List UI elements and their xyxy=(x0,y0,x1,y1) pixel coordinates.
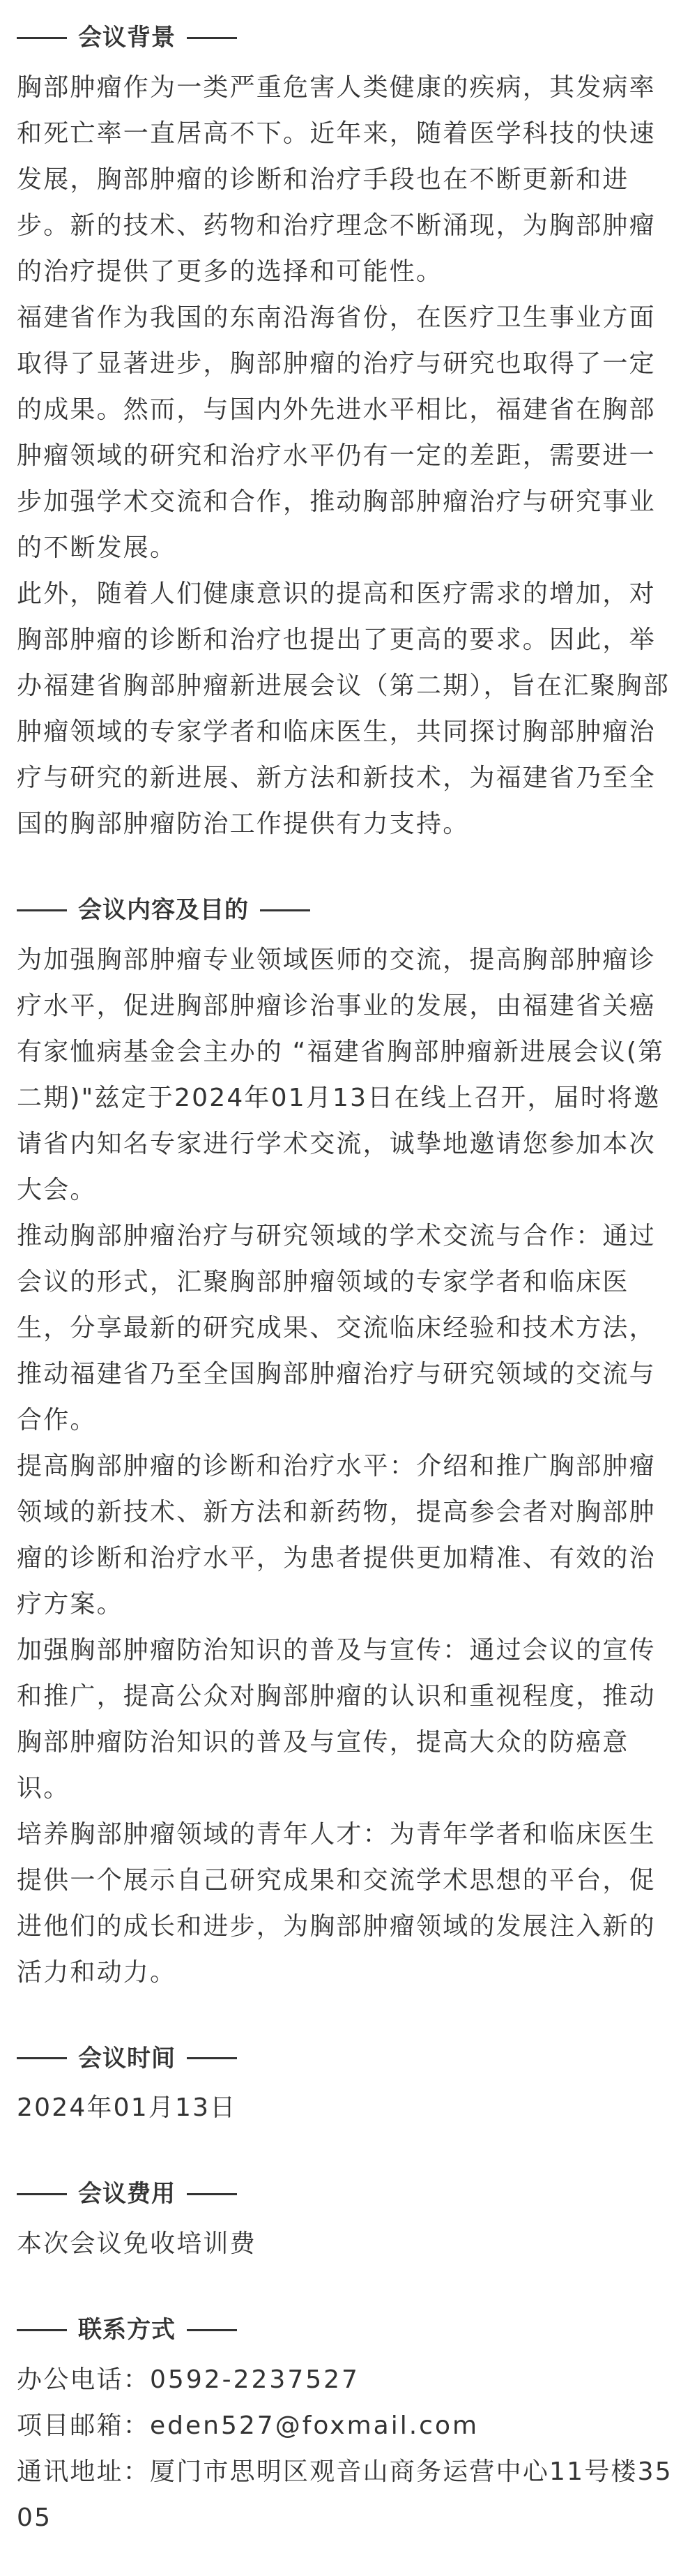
contact-address-label: 通讯地址： xyxy=(17,2457,151,2486)
title-dash-left xyxy=(17,37,67,39)
title-dash-right xyxy=(187,37,237,39)
title-dash-right xyxy=(260,909,310,911)
section-title-text: 会议费用 xyxy=(78,2180,176,2208)
section-title xyxy=(17,2045,680,2073)
section-background xyxy=(17,24,680,847)
section-title-text: 会议内容及目的 xyxy=(78,895,249,924)
title-dash-left xyxy=(17,2057,67,2059)
title-dash-left xyxy=(17,2193,67,2195)
section-title-text: 联系方式 xyxy=(78,2316,176,2344)
section-time xyxy=(17,2045,680,2132)
paragraph: 加强胸部肿瘤防治知识的普及与宣传：通过会议的宣传和推广，提高公众对胸部肿瘤的认识和重视程度，推动胸部肿瘤防治知识的普及与宣传，提高大众的防癌意识。 xyxy=(17,1635,656,1803)
title-dash-left xyxy=(17,2329,67,2331)
section-title-text: 会议背景 xyxy=(78,24,176,52)
section-title-text: 会议时间 xyxy=(78,2044,176,2073)
meeting-date: 2024年01月13日 xyxy=(17,2093,237,2123)
section-fee xyxy=(17,2180,680,2267)
section-title xyxy=(17,24,680,52)
section-contact xyxy=(17,2316,680,2541)
paragraph: 胸部肿瘤作为一类严重危害人类健康的疾病，其发病率和死亡率一直居高不下。近年来，随着医学科技的快速发展，胸部肿瘤的诊断和治疗手段也在不断更新和进步。新的技术、药物和治疗理念不断涌现，为胸部肿瘤的治疗提供了更多的选择和可能性。 xyxy=(17,73,656,286)
section-title xyxy=(17,2316,680,2344)
contact-phone-label: 办公电话： xyxy=(17,2365,151,2394)
paragraph: 此外，随着人们健康意识的提高和医疗需求的增加，对胸部肿瘤的诊断和治疗也提出了更高的要求。因此，举办福建省胸部肿瘤新进展会议（第二期），旨在汇聚胸部肿瘤领域的专家学者和临床医生，共同探讨胸部肿瘤治疗与研究的新进展、新方法和新技术，为福建省乃至全国的胸部肿瘤防治工作提供有力支持。 xyxy=(17,579,671,838)
section-content-purpose xyxy=(17,896,680,1996)
paragraph: 福建省作为我国的东南沿海省份，在医疗卫生事业方面取得了显著进步，胸部肿瘤的治疗与研究也取得了一定的成果。然而，与国内外先进水平相比，福建省在胸部肿瘤领域的研究和治疗水平仍有一定的差距，需要进一步加强学术交流和合作，推动胸部肿瘤治疗与研究事业的不断发展。 xyxy=(17,303,656,562)
contact-address xyxy=(17,2449,680,2541)
paragraph: 提高胸部肿瘤的诊断和治疗水平：介绍和推广胸部肿瘤领域的新技术、新方法和新药物，提高参会者对胸部肿瘤的诊断和治疗水平，为患者提供更加精准、有效的治疗方案。 xyxy=(17,1451,656,1619)
paragraph: 培养胸部肿瘤领域的青年人才：为青年学者和临床医生提供一个展示自己研究成果和交流学术思想的平台，促进他们的成长和进步，为胸部肿瘤领域的发展注入新的活力和动力。 xyxy=(17,1819,656,1987)
title-dash-right xyxy=(187,2057,237,2059)
contact-phone xyxy=(17,2357,680,2403)
contact-email-label: 项目邮箱： xyxy=(17,2411,151,2440)
contact-email xyxy=(17,2403,680,2449)
title-dash-right xyxy=(187,2329,237,2331)
section-title xyxy=(17,2180,680,2208)
section-title xyxy=(17,896,680,925)
paragraph: 推动胸部肿瘤治疗与研究领域的学术交流与合作：通过会议的形式，汇聚胸部肿瘤领域的专家学者和临床医生，分享最新的研究成果、交流临床经验和技术方法，推动福建省乃至全国胸部肿瘤治疗与研究领域的交流与合作。 xyxy=(17,1221,656,1434)
contact-phone-value: 0592-2237527 xyxy=(150,2365,360,2394)
contact-address-value: 厦门市思明区观音山商务运营中心11号楼3505 xyxy=(17,2457,673,2532)
contact-email-value: eden527@foxmail.com xyxy=(150,2411,480,2440)
meeting-fee: 本次会议免收培训费 xyxy=(17,2229,256,2259)
paragraph: 为加强胸部肿瘤专业领域医师的交流，提高胸部肿瘤诊疗水平，促进胸部肿瘤诊治事业的发展，由福建省关癌有家恤病基金会主办的 “福建省胸部肿瘤新进展会议(第二期)"兹定于2024年01月13日在线上召开，届时将邀请省内知名专家进行学术交流，诚挚地邀请您参加本次大会。 xyxy=(17,945,665,1204)
title-dash-left xyxy=(17,909,67,911)
title-dash-right xyxy=(187,2193,237,2195)
